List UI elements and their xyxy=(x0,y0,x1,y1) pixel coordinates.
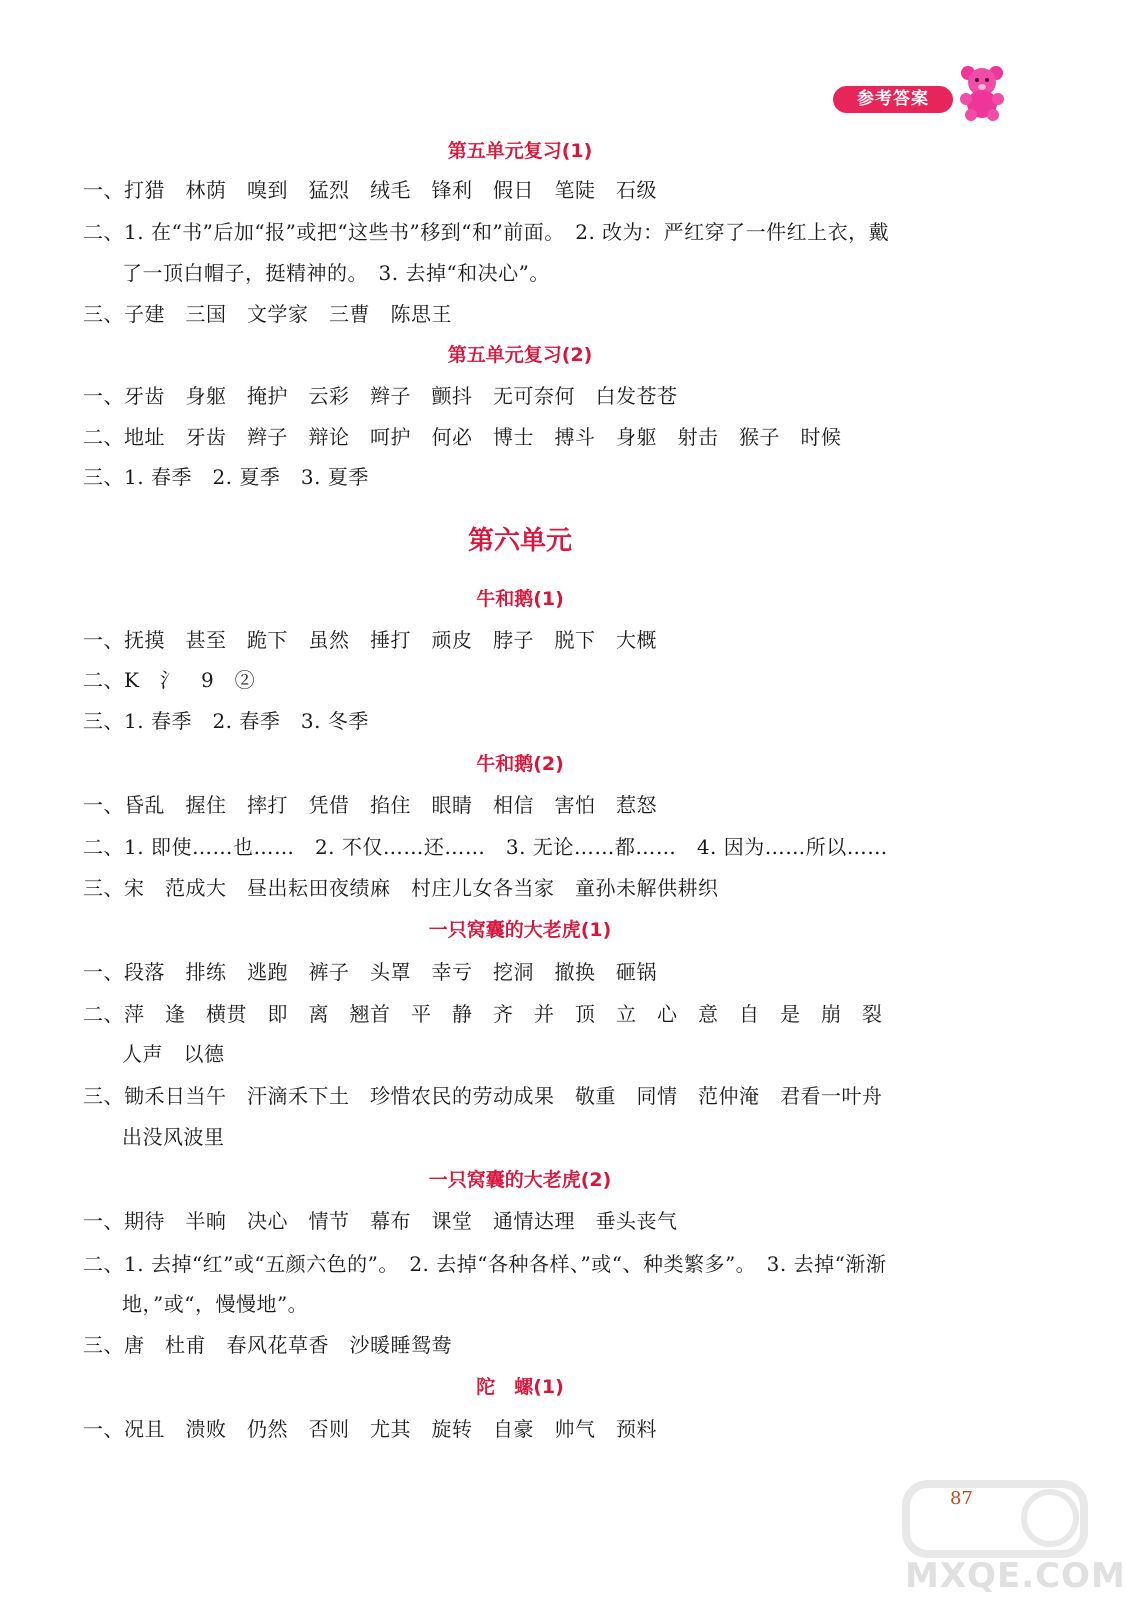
watermark-text: MXQE.COM xyxy=(905,1556,1126,1596)
answer-line: 二、萍 逢 横贯 即 离 翘首 平 静 齐 并 顶 立 心 意 自 是 崩 裂 xyxy=(83,1002,883,1026)
answer-line: 二、K 氵 9 ② xyxy=(83,668,256,692)
answer-line: 三、1. 春季 2. 春季 3. 冬季 xyxy=(83,709,369,733)
answer-line: 二、1. 即使……也…… 2. 不仅……还…… 3. 无论……都…… 4. 因为……所以…… xyxy=(83,835,888,859)
answer-line: 二、1. 去掉“红”或“五颜六色的”。 2. 去掉“各种各样、”或“、种类繁多”。 3. 去掉“渐渐 xyxy=(83,1252,887,1276)
teddy-bear-icon xyxy=(958,64,1006,120)
answer-line: 三、子建 三国 文学家 三曹 陈思王 xyxy=(83,302,452,326)
answer-line: 人声 以德 xyxy=(122,1042,225,1066)
answer-line: 一、昏乱 握住 摔打 凭借 掐住 眼睛 相信 害怕 惹怒 xyxy=(83,793,657,817)
answer-line: 一、抚摸 甚至 跪下 虽然 捶打 顽皮 脖子 脱下 大概 xyxy=(83,628,657,652)
section-title: 一只窝囊的大老虎(1) xyxy=(428,919,612,941)
answer-line: 一、期待 半晌 决心 情节 幕布 课堂 通情达理 垂头丧气 xyxy=(83,1209,678,1233)
unit-title: 第六单元 xyxy=(467,526,572,556)
section-title: 第五单元复习(2) xyxy=(447,344,593,366)
answer-key-badge: 参考答案 xyxy=(833,86,953,113)
answer-line: 三、锄禾日当午 汗滴禾下土 珍惜农民的劳动成果 敬重 同情 范仲淹 君看一叶舟 xyxy=(83,1084,883,1108)
page-number: 87 xyxy=(950,1488,973,1509)
answer-line: 了一顶白帽子，挺精神的。 3. 去掉“和决心”。 xyxy=(122,261,550,285)
answer-line: 一、牙齿 身躯 掩护 云彩 辫子 颤抖 无可奈何 白发苍苍 xyxy=(83,384,678,408)
section-title: 陀 螺(1) xyxy=(476,1376,564,1398)
answer-line: 一、段落 排练 逃跑 裤子 头罩 幸亏 挖洞 撤换 砸锅 xyxy=(83,960,657,984)
answer-line: 一、打猎 林荫 嗅到 猛烈 绒毛 锋利 假日 笔陡 石级 xyxy=(83,178,657,202)
answer-line: 出没风波里 xyxy=(122,1125,225,1149)
answer-line: 三、1. 春季 2. 夏季 3. 夏季 xyxy=(83,465,369,489)
answer-line: 二、地址 牙齿 辫子 辩论 呵护 何必 博士 搏斗 身躯 射击 猴子 时候 xyxy=(83,425,842,449)
section-title: 第五单元复习(1) xyxy=(447,140,593,162)
section-title: 一只窝囊的大老虎(2) xyxy=(428,1169,612,1191)
section-title: 牛和鹅(2) xyxy=(476,753,564,775)
answer-line: 二、1. 在“书”后加“报”或把“这些书”移到“和”前面。 2. 改为：严红穿了一件红上衣，戴 xyxy=(83,220,890,244)
answer-line: 三、唐 杜甫 春风花草香 沙暖睡鸳鸯 xyxy=(83,1333,452,1357)
answer-line: 一、况且 溃败 仍然 否则 尤其 旋转 自豪 帅气 预料 xyxy=(83,1417,657,1441)
answer-line: 三、宋 范成大 昼出耘田夜绩麻 村庄儿女各当家 童孙未解供耕织 xyxy=(83,876,719,900)
answer-line: 地，”或“，慢慢地”。 xyxy=(122,1292,309,1316)
section-title: 牛和鹅(1) xyxy=(476,588,564,610)
